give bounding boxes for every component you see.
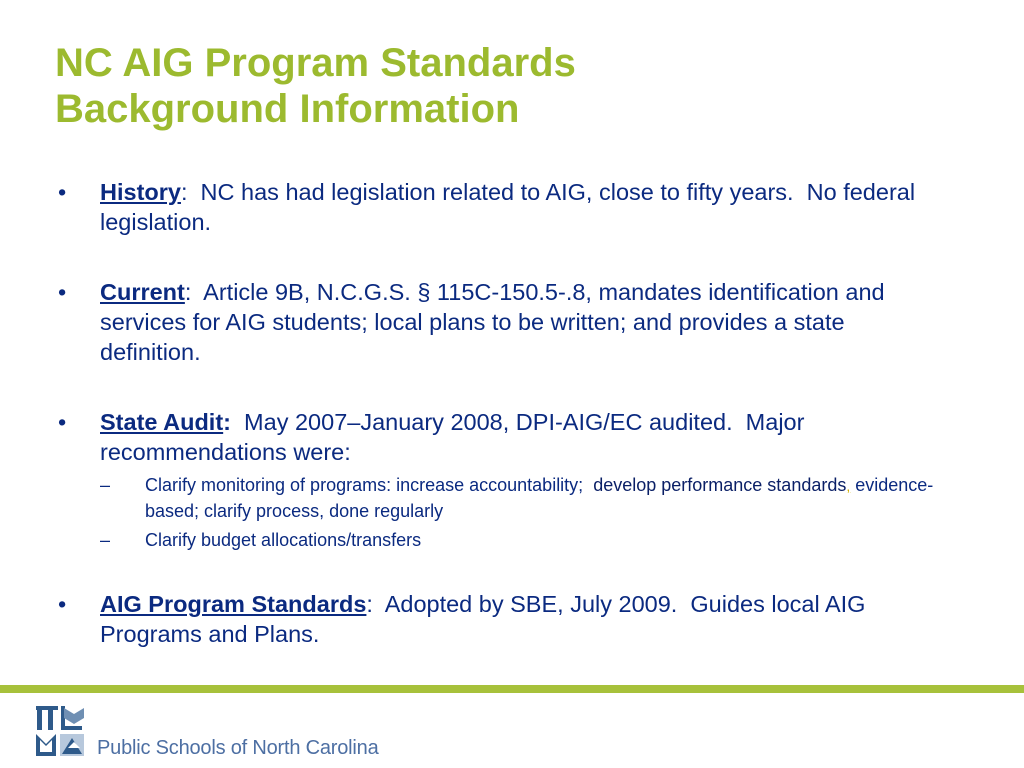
slide-body xyxy=(58,177,948,649)
aig-standards-text: Adopted by SBE, July 2009. Guides local AIG Programs and Plans. xyxy=(100,591,872,647)
current-heading: Current xyxy=(100,279,185,305)
sub-text-b: develop performance standards xyxy=(593,475,847,495)
state-audit-heading: State Audit xyxy=(100,409,224,435)
aig-standards-colon: : xyxy=(366,591,373,617)
bullet-marker: • xyxy=(58,591,67,617)
dash-marker: – xyxy=(100,530,111,550)
state-audit-colon: : xyxy=(223,409,231,435)
bullet-history xyxy=(58,177,948,237)
bullet-marker: • xyxy=(58,279,67,305)
state-audit-text: May 2007–January 2008, DPI-AIG/EC audited. Major recommendations were: xyxy=(100,409,811,465)
bullet-current xyxy=(58,277,948,367)
title-line-2: Background Information xyxy=(55,87,520,131)
sub-text-c: evidence-based; clarify process, done regularly xyxy=(145,475,934,521)
history-text: NC has had legislation related to AIG, close to fifty years. No federal legislation. xyxy=(100,179,922,235)
bullet-marker: • xyxy=(58,409,67,435)
sub-item-monitoring xyxy=(100,473,948,524)
footer-divider xyxy=(0,685,1024,693)
sub-comma: , xyxy=(846,478,851,494)
aig-standards-heading: AIG Program Standards xyxy=(100,591,367,617)
state-audit-recommendations xyxy=(58,473,948,553)
bullet-aig-standards xyxy=(58,589,948,649)
sub-text-budget: Clarify budget allocations/transfers xyxy=(145,530,422,550)
current-text: Article 9B, N.C.G.S. § 115C-150.5-.8, mandates identification and services for AIG students; local plans to be written; and provides a state definition. xyxy=(100,279,892,365)
current-colon: : xyxy=(184,279,192,305)
ncdpi-logo-icon xyxy=(34,702,86,760)
history-heading: History xyxy=(100,179,181,205)
sub-text-a: Clarify monitoring of programs: increase accountability; xyxy=(145,475,594,495)
history-colon: : xyxy=(180,179,188,205)
footer-org-name: Public Schools of North Carolina xyxy=(97,737,379,759)
slide-title xyxy=(55,40,995,132)
bullet-state-audit xyxy=(58,407,948,467)
dash-marker: – xyxy=(100,475,111,495)
title-line-1: NC AIG Program Standards xyxy=(55,41,576,85)
bullet-marker: • xyxy=(58,179,67,205)
sub-item-budget xyxy=(100,528,948,553)
